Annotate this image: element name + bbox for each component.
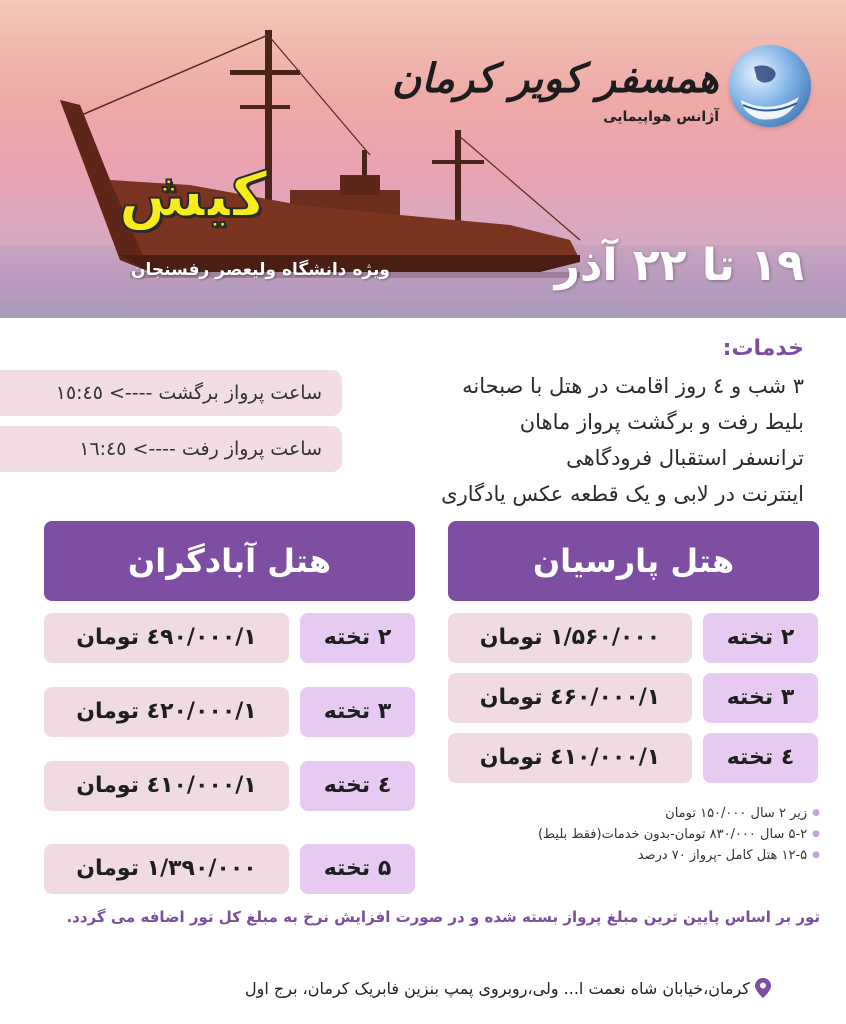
- price-disclaimer: تور بر اساس پایین ترین مبلغ پرواز بسته شده و در صورت افزایش نرخ به مبلغ کل تور اضافه می گردد.: [66, 908, 820, 926]
- note-item: ● زیر ۲ سال ۱۵۰/۰۰۰ تومان: [420, 803, 820, 824]
- map-pin-icon: [755, 978, 771, 998]
- return-flight-time: ساعت پرواز برگشت ----> ١٥:٤٥: [0, 370, 342, 416]
- abadgaran-price-3: ۱/٤۲۰/۰۰۰ تومان: [44, 687, 289, 737]
- globe-icon: [729, 45, 811, 127]
- services-list: [324, 368, 804, 512]
- parsian-price-4: ۱/٤۱۰/۰۰۰ تومان: [448, 733, 692, 783]
- parsian-beds-2: ۲ تخته: [703, 613, 818, 663]
- abadgaran-beds-5: ۵ تخته: [300, 844, 415, 894]
- departure-flight-time: ساعت پرواز رفت ----> ١٦:٤٥: [0, 426, 342, 472]
- destination-title: کیش: [118, 158, 268, 231]
- services-title: خدمات:: [722, 336, 804, 361]
- service-item: ۳ شب و ٤ روز اقامت در هتل با صبحانه: [462, 374, 804, 398]
- abadgaran-price-4: ۱/٤۱۰/۰۰۰ تومان: [44, 761, 289, 811]
- abadgaran-price-5: ۱/۳۹۰/۰۰۰ تومان: [44, 844, 289, 894]
- audience-label: ویژه دانشگاه ولیعصر رفسنجان: [131, 260, 390, 280]
- service-item: بلیط رفت و برگشت پرواز ماهان: [519, 410, 804, 434]
- brand-subtitle: آژانس هواپیمایی: [603, 109, 719, 125]
- address-text: کرمان،خیابان شاه نعمت ا... ولی،روبروی پمپ بنزین فابریک کرمان، برج اول: [245, 979, 750, 998]
- address-line: [71, 978, 771, 998]
- hotel-parsian-header: هتل پارسیان: [448, 521, 819, 601]
- parsian-beds-4: ٤ تخته: [703, 733, 818, 783]
- abadgaran-beds-2: ۲ تخته: [300, 613, 415, 663]
- abadgaran-price-2: ۱/٤۹۰/۰۰۰ تومان: [44, 613, 289, 663]
- abadgaran-beds-3: ۳ تخته: [300, 687, 415, 737]
- agency-logo: [391, 45, 811, 140]
- parsian-beds-3: ۳ تخته: [703, 673, 818, 723]
- abadgaran-beds-4: ٤ تخته: [300, 761, 415, 811]
- parsian-price-2: ۱/۵۶۰/۰۰۰ تومان: [448, 613, 692, 663]
- hotel-abadgaran-header: هتل آبادگران: [44, 521, 415, 601]
- note-item: ● ۵-۲ سال ۸۳۰/۰۰۰ تومان-بدون خدمات(فقط بلیط): [420, 824, 820, 845]
- service-item: اینترنت در لابی و یک قطعه عکس یادگاری: [441, 482, 804, 506]
- brand-name: همسفر کویر کرمان: [391, 55, 719, 102]
- pricing-notes: [420, 803, 820, 866]
- hero-banner: [0, 0, 846, 318]
- service-item: ترانسفر استقبال فرودگاهی: [566, 446, 804, 470]
- tour-dates: ۱۹ تا ۲۲ آذر: [554, 240, 804, 291]
- parsian-price-3: ۱/٤۶۰/۰۰۰ تومان: [448, 673, 692, 723]
- note-item: ● ۱۲-۵ هتل کامل -پرواز ۷۰ درصد: [420, 845, 820, 866]
